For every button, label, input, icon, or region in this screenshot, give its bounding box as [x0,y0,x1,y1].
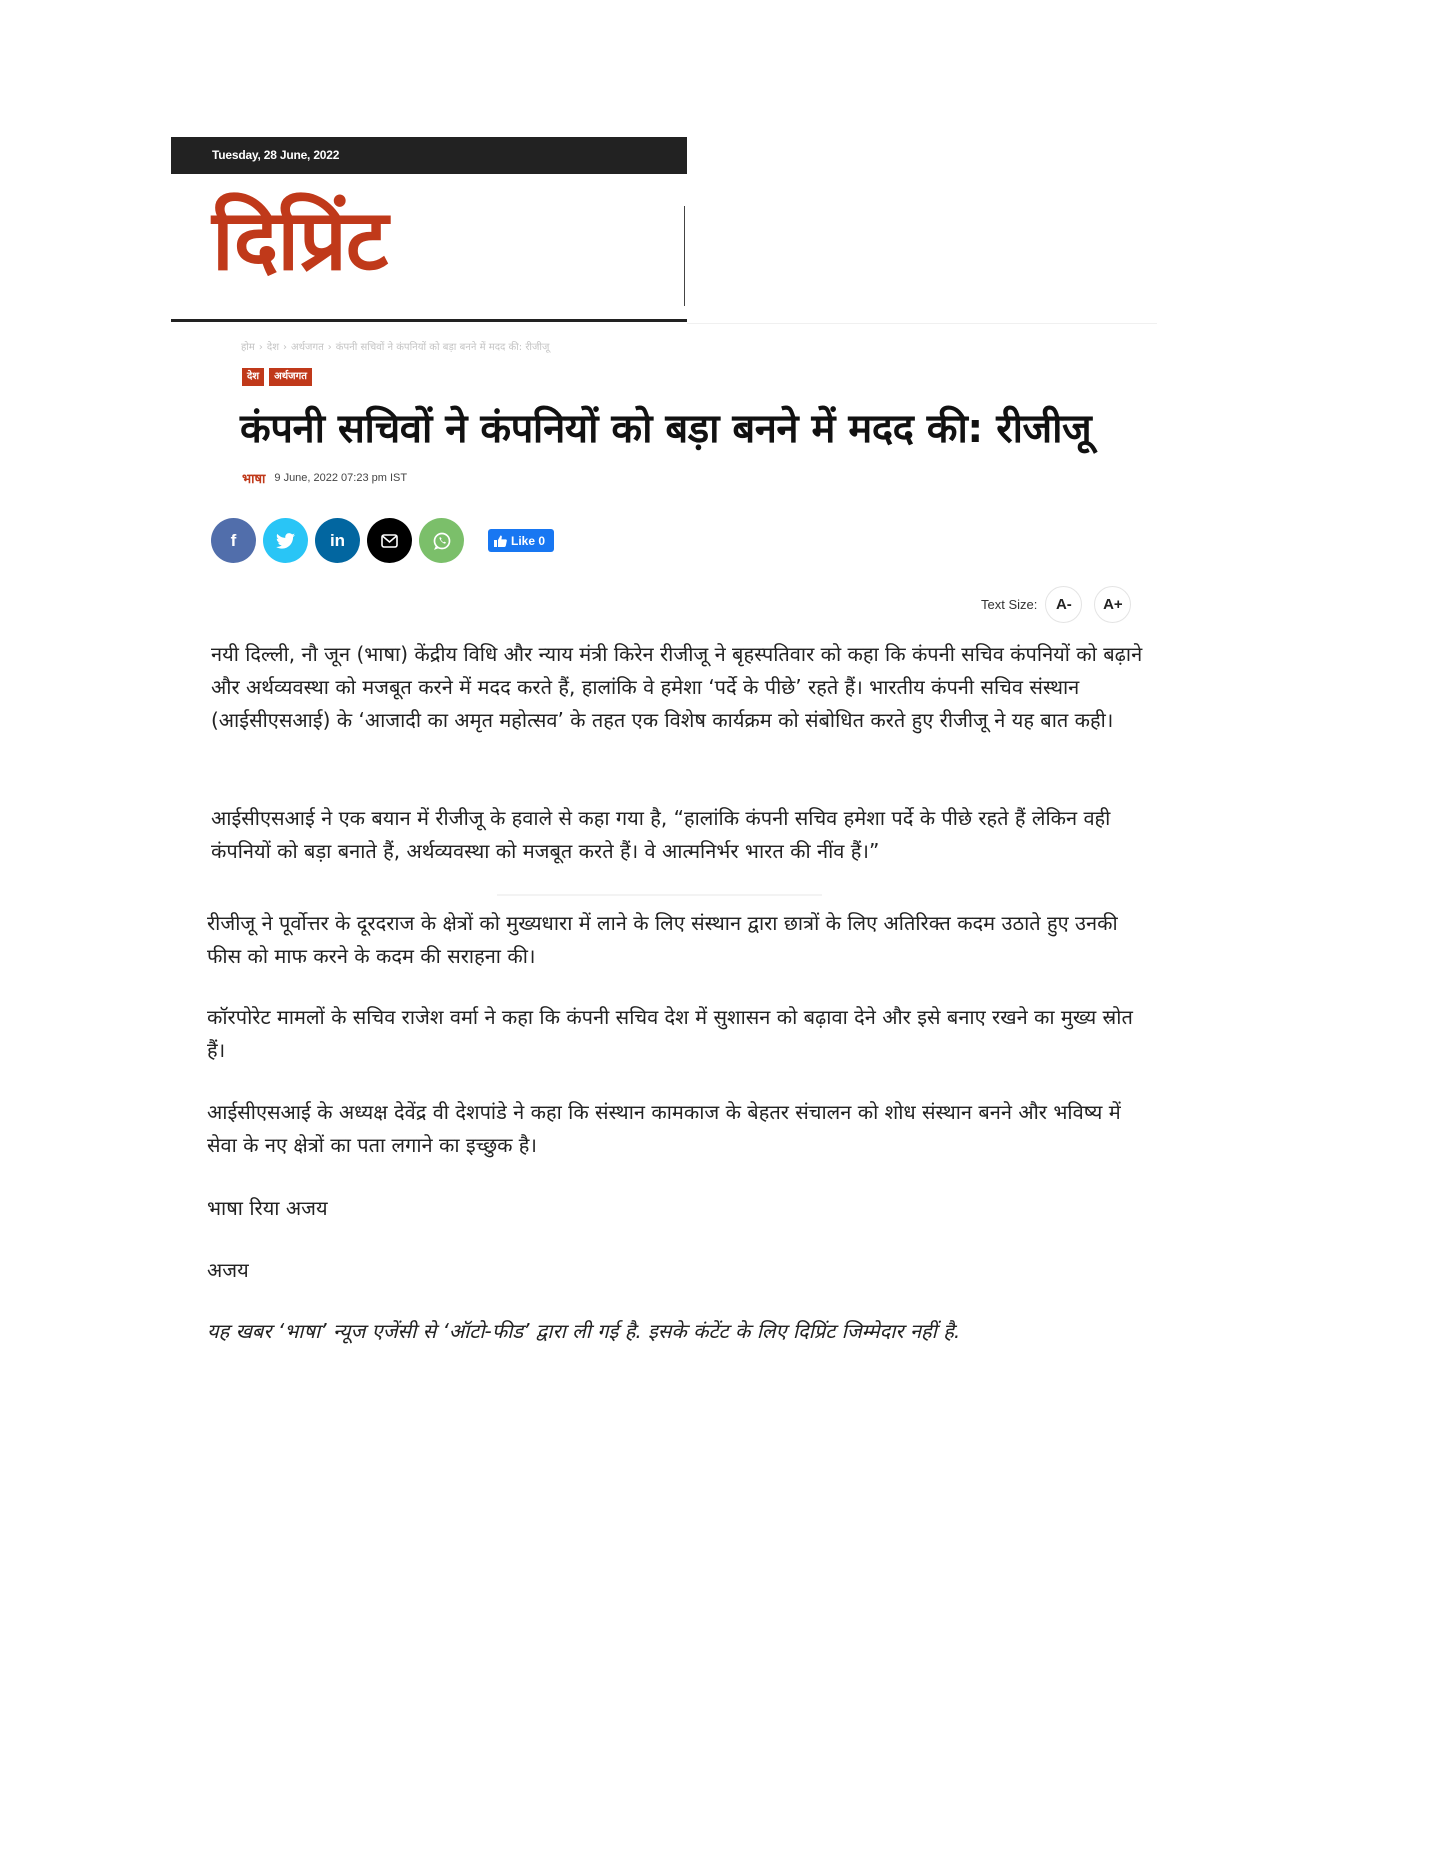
breadcrumb-separator: › [258,342,263,353]
breadcrumb-separator: › [327,342,332,353]
email-icon [381,534,398,548]
byline [242,469,407,487]
thumbs-up-icon [494,535,507,547]
current-date: Tuesday, 28 June, 2022 [212,148,340,162]
breadcrumb-home[interactable]: होम [241,342,255,353]
article-disclaimer: यह खबर ‘भाषा’ न्यूज एजेंसी से ‘ऑटो-फीड’ द्वारा ली गई है. इसके कंटेंट के लिए दिप्रिंट जिम्मेदार नहीं है. [207,1319,961,1343]
increase-text-size-button[interactable]: A+ [1094,586,1131,623]
email-share-button[interactable] [367,518,412,563]
text-size-label: Text Size: [981,597,1038,612]
article-paragraph: कॉरपोरेट मामलों के सचिव राजेश वर्मा ने कहा कि कंपनी सचिव देश में सुशासन को बढ़ावा देने और इसे बनाए रखने का मुख्य स्रोत हैं। [207,1005,1133,1062]
author-link[interactable]: भाषा [242,472,266,487]
article-paragraph: रीजीजू ने पूर्वोत्तर के दूरदराज के क्षेत्रों को मुख्यधारा में लाने के लिए संस्थान द्वारा छात्रों के लिए अतिरिक्त कदम उठाते हुए उनकी फीस को माफ करने के कदम की सराहना की। [207,911,1118,968]
breadcrumb-current: कंपनी सचिवों ने कंपनियों को बड़ा बनने में मदद की: रीजीजू [335,342,550,353]
ad-placeholder [497,894,822,896]
whatsapp-icon [432,531,452,551]
facebook-like-button[interactable] [488,529,554,552]
article-title: कंपनी सचिवों ने कंपनियों को बड़ा बनने में मदद की: रीजीजू [240,406,1092,452]
masthead-divider [684,206,685,306]
article-paragraph: आईसीएसआई के अध्यक्ष देवेंद्र वी देशपांडे ने कहा कि संस्थान कामकाज के बेहतर संचालन को शोध संस्थान बनने और भविष्य में सेवा के नए क्षेत्रों का पता लगाने का इच्छुक है। [207,1100,1121,1157]
linkedin-share-button[interactable] [315,518,360,563]
publish-date: 9 June, 2022 07:23 pm IST [274,472,408,484]
article-paragraph: नयी दिल्ली, नौ जून (भाषा) केंद्रीय विधि और न्याय मंत्री किरेन रीजीजू ने बृहस्पतिवार को कहा कि कंपनी सचिव कंपनियों को बढ़ाने और अर्थव्यवस्था को मजबूत करने में मदद करते हैं, हालांकि वे हमेशा ‘पर्दे के पीछे’ रहते हैं। भारतीय कंपनी सचिव संस्थान (आईसीएसआई) के ‘आजादी का अमृत महोत्सव’ के तहत एक विशेष कार्यक्रम को संबोधित करते हुए रीजीजू ने यह बात कही। [211,642,1143,732]
like-count-label: Like 0 [511,533,546,548]
breadcrumb-separator: › [283,342,288,353]
twitter-share-button[interactable] [263,518,308,563]
linkedin-icon: in [329,530,346,550]
breadcrumb-desh[interactable]: देश [266,342,280,353]
category-tags [242,368,312,386]
decrease-text-size-button[interactable]: A- [1045,586,1082,623]
facebook-share-button[interactable] [211,518,256,563]
whatsapp-share-button[interactable] [419,518,464,563]
facebook-icon: f [230,530,237,550]
twitter-icon [276,533,295,549]
article-paragraph: भाषा रिया अजय [207,1196,328,1220]
header-rule [687,323,1157,324]
text-size-control [981,586,1143,623]
site-logo[interactable]: दिप्रिंट [212,191,388,289]
breadcrumb [241,339,549,353]
breadcrumb-arthjagat[interactable]: अर्थजगत [291,342,324,353]
article-paragraph: अजय [207,1258,249,1282]
tag-arthjagat[interactable]: अर्थजगत [269,368,312,386]
share-bar [211,518,554,563]
article-paragraph: आईसीएसआई ने एक बयान में रीजीजू के हवाले से कहा गया है, “हालांकि कंपनी सचिव हमेशा पर्दे के पीछे रहते हैं लेकिन वही कंपनियों को बड़ा बनाते हैं, अर्थव्यवस्था को मजबूत करते हैं। वे आत्मनिर्भर भारत की नींव हैं।” [211,806,1111,863]
top-date-bar [171,137,687,174]
tag-desh[interactable]: देश [242,368,264,386]
